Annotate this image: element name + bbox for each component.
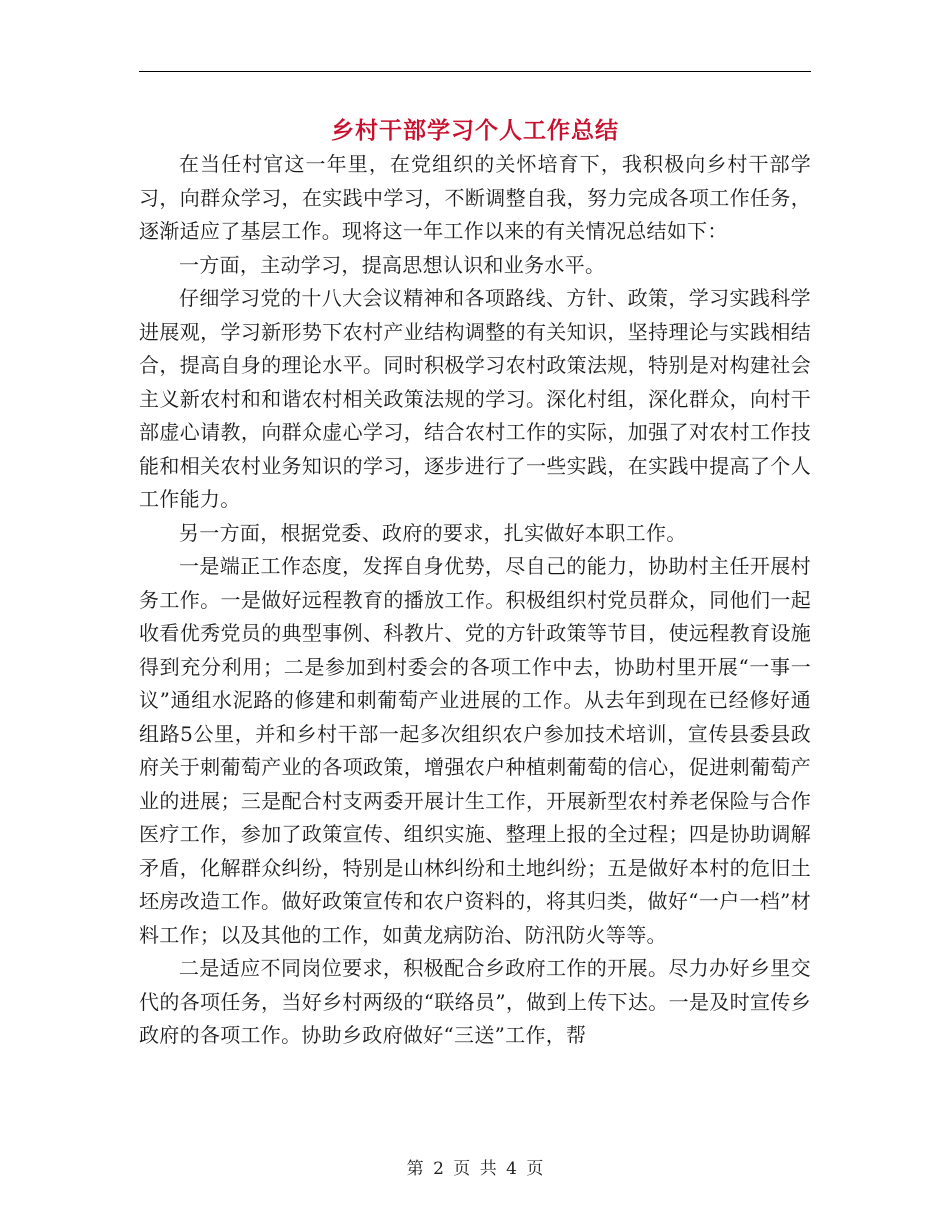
header-rule bbox=[139, 71, 811, 72]
paragraph-intro: 在当任村官这一年里，在党组织的关怀培育下，我积极向乡村干部学习，向群众学习，在实践中学习，不断调整自我，努力完成各项工作任务，逐渐适应了基层工作。现将这一年工作以来的有关情况总结如下： bbox=[139, 152, 811, 243]
document-title: 乡村干部学习个人工作总结 bbox=[331, 117, 619, 144]
paragraph-heading-duty: 另一方面，根据党委、政府的要求，扎实做好本职工作。 bbox=[179, 520, 687, 545]
paragraph-duty-two: 二是适应不同岗位要求，积极配合乡政府工作的开展。尽力办好乡里交代的各项任务，当好乡村两级的“联络员”，做到上传下达。一是及时宣传乡政府的各项工作。协助乡政府做好“三送”工作，帮 bbox=[139, 956, 811, 1047]
paragraph-study: 仔细学习党的十八大会议精神和各项路线、方针、政策，学习实践科学进展观，学习新形势下农村产业结构调整的有关知识，坚持理论与实践相结合，提高自身的理论水平。同时积极学习农村政策法规，特别是对构建社会主义新农村和和谐农村相关政策法规的学习。深化村组，深化群众，向村干部虚心请教，向群众虚心学习，结合农村工作的实际，加强了对农村工作技能和相关农村业务知识的学习，逐步进行了一些实践，在实践中提高了个人工作能力。 bbox=[139, 286, 811, 511]
paragraph-duty-one: 一是端正工作态度，发挥自身优势，尽自己的能力，协助村主任开展村务工作。一是做好远程教育的播放工作。积极组织村党员群众，同他们一起收看优秀党员的典型事例、科教片、党的方针政策等节目，使远程教育设施得到充分利用；二是参加到村委会的各项工作中去，协助村里开展“一事一议”通组水泥路的修建和刺葡萄产业进展的工作。从去年到现在已经修好通组路5公里，并和乡村干部一起多次组织农户参加技术培训，宣传县委县政府关于刺葡萄产业的各项政策，增强农户种植刺葡萄的信心，促进刺葡萄产业的进展；三是配合村支两委开展计生工作，开展新型农村养老保险与合作医疗工作，参加了政策宣传、组织实施、整理上报的全过程；四是协助调解矛盾，化解群众纠纷，特别是山林纠纷和土地纠纷；五是做好本村的危旧土坯房改造工作。做好政策宣传和农户资料的，将其归类，做好“一户一档”材料工作；以及其他的工作，如黄龙病防治、防汛防火等等。 bbox=[139, 554, 811, 947]
page-number-footer: 第 2 页 共 4 页 bbox=[406, 1159, 544, 1179]
document-body bbox=[139, 148, 811, 1053]
paragraph-heading-study: 一方面，主动学习，提高思想认识和业务水平。 bbox=[179, 252, 606, 277]
